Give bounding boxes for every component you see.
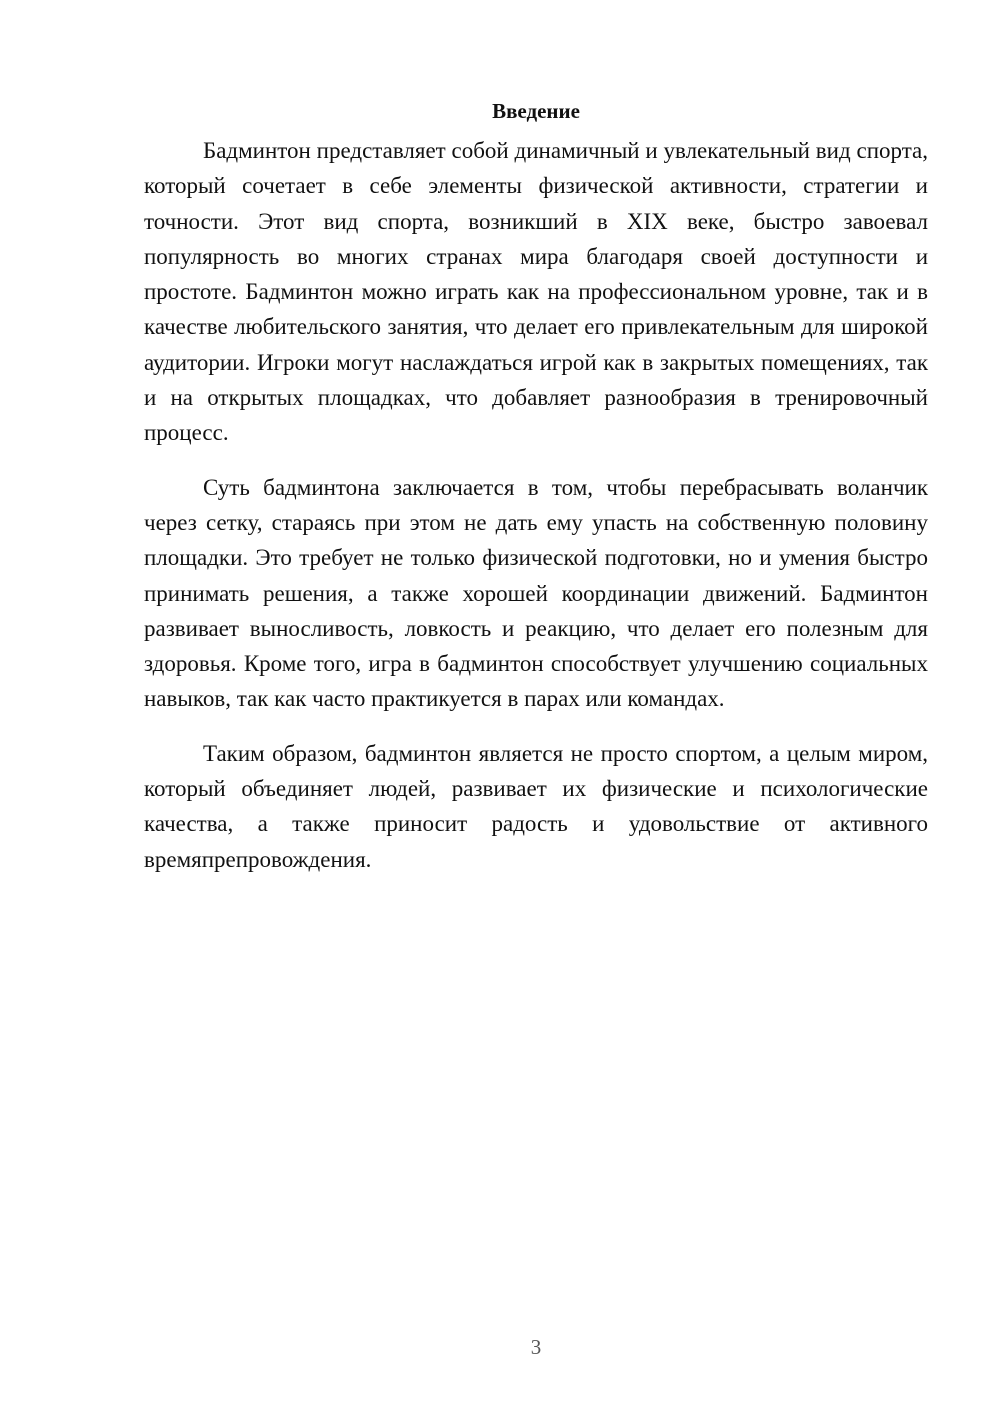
paragraph-1: Бадминтон представляет собой динамичный и увлекательный вид спорта, который сочетает в себе элементы физической активности, стратегии и точности. Этот вид спорта, возникший в XIX веке, быстро завоевал популярность во многих странах мира благодаря своей доступности и простоте. Бадминтон можно играть как на профессиональном уровне, так и в качестве любительского занятия, что делает его привлекательным для широкой аудитории. Игроки могут наслаждаться игрой как в закрытых помещениях, так и на открытых площадках, что добавляет разнообразия в тренировочный процесс. <box>144 138 928 446</box>
page-number: 3 <box>530 1335 542 1359</box>
page-content <box>144 97 928 896</box>
paragraph-3: Таким образом, бадминтон является не просто спортом, а целым миром, который объединяет людей, развивает их физические и психологические качества, а также приносит радость и удовольствие от активного времяпрепровождения. <box>144 740 928 872</box>
page-title: Введение <box>492 99 580 123</box>
paragraph-2: Суть бадминтона заключается в том, чтобы перебрасывать воланчик через сетку, стараясь при этом не дать ему упасть на собственную половину площадки. Это требует не только физической подготовки, но и умения быстро принимать решения, а также хорошей координации движений. Бадминтон развивает выносливость, ловкость и реакцию, что делает его полезным для здоровья. Кроме того, игра в бадминтон способствует улучшению социальных навыков, так как часто практикуется в парах или командах. <box>144 474 928 712</box>
